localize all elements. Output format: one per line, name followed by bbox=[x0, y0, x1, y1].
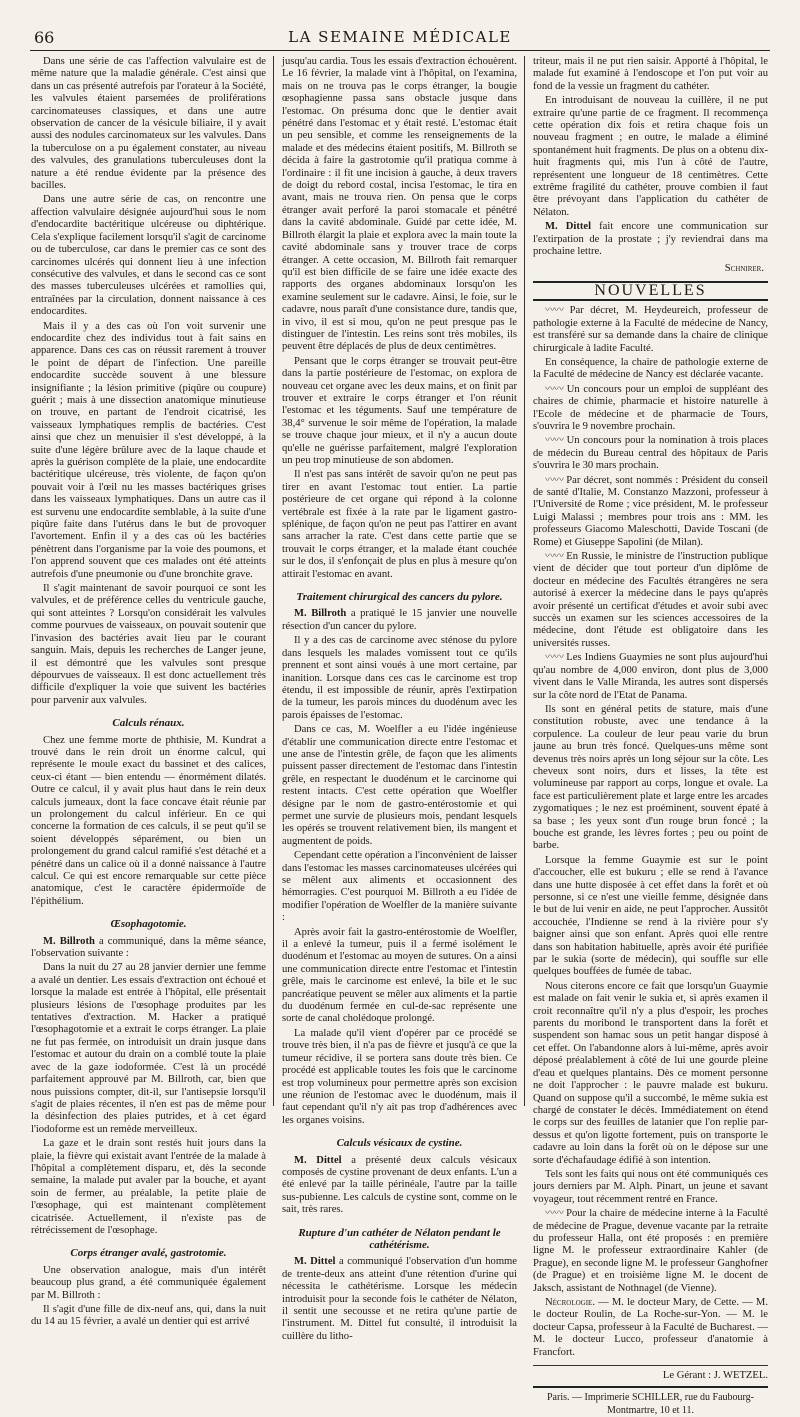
paragraph-text: fait encore une communication sur l'extirpation de la prostate ; j'y reviendrai dans ma prochaine lettre. bbox=[533, 221, 768, 258]
news-item: Lorsque la femme Guaymie est sur le point d'accoucher, elle est bukuru ; elle se rend à l'avance dans une hutte disposée à cet effet dans la forêt et où personne, si ce n'est une vieille femme, désignée dans le but de lui venir en aide, ne peut l'approcher. Aussitôt accouchée, l'Indienne se rend à la rivière pour s'y baigner ainsi que son enfant. Après quoi elle rentre dans son habitation habituelle, après avoir été purifiée par le sukia (sorte de médecin), qui souffle sur elle quelques bouffées de fumée de tabac. bbox=[533, 854, 768, 978]
paragraph: Il n'est pas sans intérêt de savoir qu'on ne peut pas tirer en avant l'estomac tout entier. La partie postérieure de cet organe qui répond à la colonne vertébrale est fixée à la rate par le ligament gastro-splénique, de façon qu'on ne peut pas l'attirer en avant sans arracher la rate. C'est dans cette partie que se trouvait le corps étranger, et la malade étant couchée sur le dos, il s'enfonçait de plus en plus à mesure qu'on attirait l'estomac en avant. bbox=[282, 469, 517, 580]
paragraph: Après avoir fait la gastro-entérostomie de Woelfler, il a enlevé la tumeur, puis il a fermé isolément le duodénum et l'estomac au moyen de sutures. On a ainsi une communication directe entre l'estomac et l'intestin grêle, mais le carcinome est enlevé, la bile et le suc pancréatique peuvent se mêler aux aliments et la partie du duodénum fermée en cul-de-sac représente une sorte de canal cholédoque prolongé. bbox=[282, 926, 517, 1025]
wave-dash-icon: 〰〰 bbox=[545, 551, 563, 563]
speaker-name: M. Dittel bbox=[294, 1256, 336, 1268]
printer-imprint: Paris. — Imprimerie SCHILLER, rue du Faubourg-Montmartre, 10 et 11. bbox=[533, 1386, 768, 1417]
section-title-oesophagotomie: Œsophagotomie. bbox=[110, 918, 187, 931]
journal-title: LA SEMAINE MÉDICALE bbox=[288, 28, 512, 46]
column-3 bbox=[533, 56, 769, 1416]
paragraph: Cependant cette opération a l'inconvénient de laisser dans l'estomac les masses carcinomateuses ulcérées qui se mêlent aux aliments et occasionnent des hémorragies. C'est pourquoi M. Billroth a eu l'idée de modifier l'opération de Woelfler de la manière suivante : bbox=[282, 850, 517, 924]
paragraph: La gaze et le drain sont restés huit jours dans la plaie, la fièvre qui existait avant l'entrée de la malade à l'hôpital a complètement disparu, et, dès la seconde semaine, la malade put avaler par la bouche, et ayant soin de fermer, au préalable, la petite plaie de l'œsophage, qui est maintenant complètement cicatrisée. Actuellement, il n'existe pas de rétrécissement de l'œsophage. bbox=[31, 1138, 266, 1236]
paragraph: Il s'agit d'une fille de dix-neuf ans, qui, dans la nuit du 14 au 15 février, a avalé un dentier qui est arrivé bbox=[31, 1304, 266, 1328]
news-item: Nous citerons encore ce fait que lorsqu'un Guaymie est malade on fait venir le sukia et, si après examen il croit reconnaître qu'il n'y a plus d'espoir, les proches parents du moribond le transportent dans la forêt et suspendent son hamac sous un petit hangar disposé à cet effet. On l'abandonne alors à lui-même, après avoir déposé préalablement à côté de lui une gourde pleine d'eau et quelques plantains. Dès ce moment personne ne doit l'approcher : le pauvre malade est bukuru. Quand on suppose qu'il a succombé, le même sukia est chargé de constater le décès. Immédiatement on étend le corps sur des feuilles de latanier que l'on replie par-dessus et qu'on ligotte fortement, puis on transporte le cadavre au loin dans la forêt où on le dépose sur une sorte d'échafaudage édifié à son intention. bbox=[533, 980, 768, 1166]
paragraph-text: a communiqué, dans la même séance, l'observation suivante : bbox=[31, 935, 266, 960]
column-1 bbox=[31, 56, 266, 1328]
news-item: 〰〰 Les Indiens Guaymies ne sont plus aujourd'hui qu'au nombre de 4,000 environ, dont plus de 3,000 vivent dans le Valle Miranda, les autres sont dispersés sur la côte nord de l'Etat de Panama. bbox=[533, 652, 769, 701]
section-title-cancers-pylore: Traitement chirurgical des cancers du pylore. bbox=[296, 591, 503, 604]
section-title-calculs-renaux: Calculs rénaux. bbox=[112, 717, 185, 730]
wave-dash-icon: 〰〰 bbox=[545, 383, 563, 395]
paragraph bbox=[31, 936, 266, 961]
paragraph: Pensant que le corps étranger se trouvait peut-être dans la partie postérieure de l'estomac, on explora de nouveau cet organe avec les deux mains, et on finit par trouver et extraire le corps étranger et l'on réunit l'estomac et les téguments. Sauf une température de 38,4° survenue le soir même de l'opération, la malade se trouve chaque jour mieux, et il n'y a aucun doute qu'elle ne guérisse parfaitement, malgré l'exploration un peu trop minutieuse de son abdomen. bbox=[282, 355, 517, 466]
speaker-name: M. Dittel bbox=[294, 1154, 342, 1166]
paragraph bbox=[282, 608, 517, 633]
paragraph: Dans une autre série de cas, on rencontre une affection valvulaire désignée aujourd'hui sous le nom d'endocardite bactéritique ulcéreuse ou diphtérique. Cela s'explique facilement lorsqu'il s'agit de carcinome ou de tuberculose, car dans le premier cas ce sont des carcinomes ulcérés qui donnent lieu à une infection consécutive des valvules, et dans le second cas ce sont des masses tuberculeuses ulcérées et ramollies qui, entraînées par la circulation, donnent naissance à ces endocardites. bbox=[31, 194, 266, 318]
paragraph-text: a présenté deux calculs vésicaux composés de cystine provenant de deux enfants. L'un a été enlevé par la taille périnéale, l'autre par la taille sus-pubienne. Les calculs de cystine sont, comme on le sait, très rares. bbox=[282, 1154, 517, 1216]
paragraph: Dans ce cas, M. Woelfler a eu l'idée ingénieuse d'établir une communication directe entre l'estomac et une anse de l'intestin grêle, de façon que les aliments puissent passer directement de l'estomac dans l'intestin grêle, en respectant le duodénum et le carcinome qui restent intacts. C'est cette opération que Woelfler désigne par le nom de gastro-entérostomie et qui permet une survie de plusieurs mois, pendant lesquels les opérés se trouvent relativement bien, ils mangent et augmentent de poids. bbox=[282, 724, 517, 847]
section-title-calculs-cystine: Calculs vésicaux de cystine. bbox=[336, 1137, 463, 1150]
news-item: 〰〰 Un concours pour la nomination à trois places de médecin du Bureau central des hôpitaux de Paris s'ouvrira le 30 mars prochain. bbox=[533, 435, 768, 472]
paragraph: Dans une série de cas l'affection valvulaire est de même nature que la maladie générale. C'est ainsi que dans un cas présenté autrefois par l'orateur à la Société, les valvules étaient parsemées de proliférations carcinomateuses classiques, et dans une autre observation de cancer de la vésicule biliaire, il y avait aussi des nodules carcinomateux sur les valvules. Dans la tuberculose on a pu également constater, au niveau des valvules, des granulations tuberculeuses dont la nature a été rendue évidente par la présence des bacilles. bbox=[31, 56, 266, 192]
paragraph bbox=[282, 1256, 517, 1343]
news-item: En conséquence, la chaire de pathologie externe de la Faculté de médecine de Nancy est déclarée vacante. bbox=[533, 356, 768, 381]
news-item: Tels sont les faits qui nous ont été communiqués ces jours derniers par M. Alph. Pinart, un jeune et savant voyageur, tout récemment rentré en France. bbox=[533, 1168, 768, 1205]
paragraph: Chez une femme morte de phthisie, M. Kundrat a trouvé dans le rein droit un énorme calcul, qui représente le moule exact du bassinet et des calices, ceux-ci étant — bien entendu — énormément dilatés. Outre ce calcul, il y avait plus haut dans le rein deux calculs jumeaux, dont la face concave était réunie par un prolongement du calcul inférieur. En ce qui concerne la formation de ces calculs, il se peut qu'il se soient développés séparément, ou bien un prolongement du grand calcul ramifié s'est détaché et a pénétré dans un calice où il a donné naissance à l'autre calcul. Ce qui est encore remarquable sur cette pièce anatomique, c'est le caractère épidermoïde de l'épithélium. bbox=[31, 734, 266, 907]
wave-dash-icon: 〰〰 bbox=[545, 652, 563, 664]
wave-dash-icon: 〰〰 bbox=[545, 435, 563, 447]
news-item: Ils sont en général petits de stature, mais d'une constitution robuste, avec une tendance à la corpulence. La couleur de leur peau varie du brun jaune au brun très foncé. Quelques-uns même sont devenus très noirs après un long séjour sur la côte. Les cheveux sont noirs, durs et lisses, la tête est volumineuse par rapport au corps, longue et ovale. La face est particulièrement plate et large entre les arcades zygomatiques ; le nez est proéminent, souvent épaté à sa base ; les yeux sont d'un rouge brun foncé ; la bouche est grande, les lèvres fortes ; peu ou point de barbe. bbox=[533, 703, 768, 852]
paragraph-text: a communiqué l'observation d'un homme de trente-deux ans atteint d'une rétention d'urine qui nécessita le cathétérisme. Lorsque les médecin introduisit pour la seconde fois le cathéter de Nélaton, il sentit une secousse et ne retira qu'une partie de l'instrument. M. Dittel fut consulté, il introduisit la cuillère du litho- bbox=[282, 1256, 517, 1342]
nouvelles-heading: NOUVELLES bbox=[533, 281, 768, 301]
paragraph-text: a pratiqué le 15 janvier une nouvelle résection d'un cancer du pylore. bbox=[282, 608, 517, 632]
paragraph: La malade qu'il vient d'opérer par ce procédé se trouve très bien, il n'a pas de fièvre et jusqu'à ce que la tumeur récidive, il se portera sans doute très bien. Ce procédé est applicable toutes les fois que le carcinome est trop volumineux pour permettre après son excision une réunion de l'estomac avec le duodénum, mais il faut cependant qu'il n'y ait pas trop d'adhérences avec les organes voisins. bbox=[282, 1027, 517, 1126]
speaker-name: M. Dittel bbox=[545, 221, 592, 233]
wave-dash-icon: 〰〰 bbox=[545, 474, 563, 486]
header-rule bbox=[30, 50, 770, 51]
news-item: 〰〰 Par décret, M. Heydeureich, professeur de pathologie externe à la Faculté de médecine de Nancy, est transféré sur sa demande dans la chaire de clinique chirurgicale à ladite Faculté. bbox=[533, 305, 769, 354]
author-signature: Schnirer. bbox=[724, 262, 764, 274]
paragraph bbox=[533, 221, 768, 258]
necrologie: Nécrologie. — M. le docteur Mary, de Cette. — M. le docteur Roulin, de La Roche-sur-Yon. — M. le docteur Capsa, professeur à la Faculté de Bucharest. — M. le docteur Lucco, professeur d'anatomie à Francfort. bbox=[533, 1297, 768, 1358]
column-divider-1 bbox=[273, 56, 274, 1106]
paragraph: Dans la nuit du 27 au 28 janvier dernier une femme a avalé un dentier. Les essais d'extraction ont échoué et lorsque la malade est entrée à l'hôpital, elle présentait plusieurs lésions de l'œsophage produites par les tentatives d'extraction. M. Hacker a pratiqué l'œsophagotomie et a extrait le corps étranger. La plaie ne fut pas fermée, on introduisit un drain jusque dans l'estomac et autour du drain on a comblé toute la plaie avec de la gaze iodoformée. C'est là un procédé parfaitement approuvé par M. Billroth, car, bien que nous puissions compter, dit-il, sur l'antisepsie lorsqu'il s'agit de plaies récentes, il n'en est pas de même pour la désinfection des plaies putrides, et à cet égard l'iodoforme est un remède merveilleux. bbox=[31, 962, 266, 1135]
news-item: 〰〰 Pour la chaire de médecine interne à la Faculté de médecine de Prague, devenue vacante par la retraite du professeur Halla, ont été proposés : en première ligne M. le professeur extraordinaire Kahler (de Prague), en seconde ligne M. le professeur Ganghofner (de Prague) et en troisième ligne M. le docent de Jaksch, assistant de Nothnagel (de Vienne). bbox=[533, 1208, 768, 1294]
page-header bbox=[30, 26, 770, 50]
news-item: 〰〰 Un concours pour un emploi de suppléant des chaires de chimie, pharmacie et histoire naturelle à l'Ecole de médecine et de pharmacie de Tours, s'ouvrira le 9 novembre prochain. bbox=[533, 383, 768, 432]
column-2 bbox=[282, 56, 517, 1342]
paragraph: Il y a des cas de carcinome avec sténose du pylore dans lesquels les malades vomissent tout ce qu'ils prennent et sont ainsi voués à une mort certaine, par inanition. Lorsque dans ces cas le carcinome est trop étendu, il est impossible de réunir, après l'extirpation de la tumeur, les parois minces du duodénum avec les parois épaisses de l'estomac. bbox=[282, 635, 517, 721]
news-item: 〰〰 En Russie, le ministre de l'instruction publique vient de décider que tout porteur d'un diplôme de docteur en médecine des Facultés étrangères ne sera autorisé à exercer la médecine dans le pays qu'après avoir présenté un certificat d'études et avoir subi avec succès un examen sur les sciences accessoires de la médecine, dont l'étude est obligatoire dans les universités russes. bbox=[533, 551, 768, 649]
column-divider-2 bbox=[524, 56, 525, 1106]
paragraph: triteur, mais il ne put rien saisir. Apporté à l'hôpital, le malade fut examiné à l'endoscope et l'on put voir au fond de la vessie un fragment du cathéter. bbox=[533, 56, 768, 92]
paragraph: Une observation analogue, mais d'un intérêt beaucoup plus grand, a été communiquée également par M. Billroth : bbox=[31, 1264, 266, 1301]
wave-dash-icon: 〰〰 bbox=[545, 305, 563, 317]
paragraph bbox=[282, 1155, 517, 1217]
section-title-gastrotomie: Corps étranger avalé, gastrotomie. bbox=[70, 1247, 227, 1260]
paragraph: En introduisant de nouveau la cuillère, il ne put extraire qu'une partie de ce fragment. Il recommença cette opération dix fois et retira chaque fois un nouveau fragment ; en outre, le malade a éliminé spontanément huit fragments. De plus on a obtenu dix-huit fragments qui, mis l'un à côté de l'autre, représentent une longueur de 18 centimètres. Cette extrême fragilité du cathéter, prouve combien il faut être prévoyant dans l'application du cathéter de Nélaton. bbox=[533, 95, 768, 218]
page-number: 66 bbox=[34, 28, 55, 47]
paragraph: Mais il y a des cas où l'on voit survenir une endocardite chez des individus tout à fait sains en apparence. Dans ces cas on réussit rarement à trouver le point de départ de l'infection. Une pareille endocardite succède souvent à une blessure insignifiante ; la lésion primitive (piqûre ou coupure) guérit ; mais à une dissection anatomique minutieuse on trouve, en partant de l'endroit cicatrisé, les vaisseaux lymphatiques remplis de bactéries. C'est ainsi que chez un menuisier il s'est développé, à la suite d'une légère brûlure avec de la laque chaude et après la guérison complète de la plaie, une endocardite bactéritique ulcéreuse, très violente, de façon qu'on pouvait voir à l'œil nu les masses bactériques grises dans les vaisseaux lymphatiques. Dans un autre cas il est survenu une endocardite semblable, à la suite d'une piqûre faite dans l'utérus dans le but de provoquer l'avortement. Enfin il y a des cas où les bactéries pénètrent dans l'organisme par la voie des poumons, et l'on apprend souvent que ces malades ont été atteints autrefois d'une pneumonie ou d'une bronchite grave. bbox=[31, 320, 266, 580]
paragraph: jusqu'au cardia. Tous les essais d'extraction échouèrent. Le 16 février, la malade vint à l'hôpital, on l'examina, mais on ne trouva pas le corps étranger, la bougie œsophagienne passa sans obstacle jusque dans l'estomac. On présuma donc que le dentier avait pénétré dans l'estomac et y était resté. L'estomac était un peu sensible, et comme les renseignements de la malade et des médecins étaient positifs, M. Billroth se décida à faire la gastrotomie qu'il pratiqua comme à l'ordinaire : il fit une incision à gauche, à deux travers de doigt du rebord costal, incisa l'estomac, le tira en avant, mais ne trouva rien. On pensa que le corps étranger avait perforé la paroi stomacale et pénétré dans la cavité abdominale. Guidé par cette idée, M. Billroth élargit la plaie et explora avec la main toute la cavité abdominale sans y trouver trace de corps étranger. A cette occasion, M. Billroth fait remarquer qu'il est bien difficile de se faire une idée exacte des rapports des organes abdominaux lorsqu'on les examine seulement sur le cadavre. Ainsi, le foie, sur le cadavre, nous paraît d'une consistance dure, tandis que, in vivo, il est si mou, qu'on ne peut presque pas le distinguer de l'intestin. Les reins sont très mobiles, ils peuvent être déplacés de plus de deux centimètres. bbox=[282, 56, 517, 353]
section-title-rupture-catheter: Rupture d'un cathéter de Nélaton pendant le cathétérisme. bbox=[298, 1226, 501, 1251]
speaker-name: M. Billroth bbox=[294, 608, 347, 620]
necrologie-label: Nécrologie. bbox=[545, 1297, 595, 1308]
wave-dash-icon: 〰〰 bbox=[545, 1208, 563, 1220]
speaker-name: M. Billroth bbox=[43, 935, 95, 947]
gerant-line: Le Gérant : J. WETZEL. bbox=[533, 1365, 768, 1382]
news-item: 〰〰 Par décret, sont nommés : Président du conseil de santé d'Italie, M. Constanzo Mazzoni, professeur à l'Université de Rome ; vice président, M. le professeur Luigi Malassi ; membres pour trois ans : MM. les professeurs Giacomo Maleschotti, Davide Toscani (de Rome) et Giuseppe Sapolini (de Milan). bbox=[533, 474, 768, 548]
paragraph: Il s'agit maintenant de savoir pourquoi ce sont les valvules, et de préférence celles du ventricule gauche, qui sont atteintes ? Lorsqu'on considérait les valvules comme pourvues de vaisseaux, on pouvait soutenir que l'invasion des bactéries avait lieu par le courant sanguin. Mais, depuis les recherches de Langer jeune, il est démontré que les valvules sont presque dépourvues de vaisseaux. Il est donc actuellement très difficile d'expliquer la voie que suivent les bactéries pour parvenir aux valvules. bbox=[31, 583, 266, 706]
